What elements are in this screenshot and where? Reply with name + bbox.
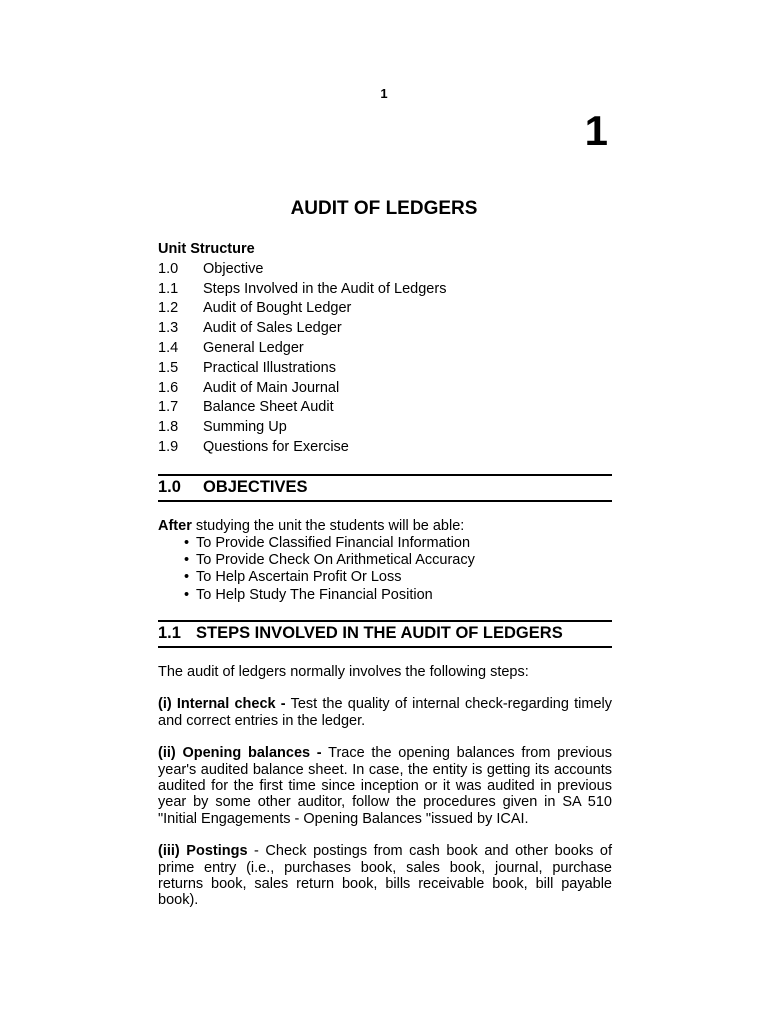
chapter-number: 1 <box>584 107 608 154</box>
unit-item-label: Practical Illustrations <box>203 359 336 376</box>
unit-item <box>158 359 612 379</box>
unit-item <box>158 319 612 339</box>
step-paragraph <box>158 745 612 827</box>
unit-item-label: Questions for Exercise <box>203 438 349 455</box>
objectives-section-header <box>158 474 612 502</box>
unit-item-number: 1.2 <box>158 300 179 317</box>
unit-item <box>158 438 612 458</box>
unit-item-number: 1.4 <box>158 339 179 356</box>
unit-structure-list <box>158 260 612 458</box>
steps-section-header <box>158 620 612 648</box>
step-text: Trace the opening balances from previous year's audited balance sheet. In case, the entity is getting its accounts audited for the first time since inception or it was audited in previous year by some other auditor, follow the procedures given in SA 510 "Initial Engagements - Opening Balances "issued by ICAI. <box>158 745 612 827</box>
unit-item-label: Summing Up <box>203 419 287 436</box>
steps-intro: The audit of ledgers normally involves the following steps: <box>158 663 529 680</box>
unit-item-number: 1.8 <box>158 419 179 436</box>
objective-bullet: • To Help Ascertain Profit Or Loss <box>184 569 612 586</box>
unit-item-number: 1.6 <box>158 379 179 396</box>
chapter-title: AUDIT OF LEDGERS <box>290 198 478 219</box>
unit-item-label: General Ledger <box>203 339 304 356</box>
unit-item-number: 1.9 <box>158 438 179 455</box>
unit-item-label: Audit of Bought Ledger <box>203 300 352 317</box>
objective-bullet: • To Provide Check On Arithmetical Accuracy <box>184 552 612 569</box>
objectives-intro-text: studying the unit the students will be able: <box>191 517 465 534</box>
step-label: (iii) Postings <box>158 843 248 860</box>
unit-item-label: Audit of Sales Ledger <box>203 320 342 337</box>
unit-item <box>158 280 612 300</box>
section-title: STEPS INVOLVED IN THE AUDIT OF LEDGERS <box>196 623 563 642</box>
step-paragraph <box>158 696 612 729</box>
step-text: Test the quality of internal check-regarding timely and correct entries in the ledger. <box>158 696 612 729</box>
step-label: (ii) Opening balances - <box>158 745 322 762</box>
unit-item-number: 1.3 <box>158 320 179 337</box>
objectives-intro <box>158 518 612 535</box>
step-text: - Check postings from cash book and other books of prime entry (i.e., purchases book, sales book, journal, purchase returns book, sales return book, bills receivable book, bill payable book). <box>158 843 612 909</box>
unit-item-number: 1.7 <box>158 399 179 416</box>
unit-item-number: 1.1 <box>158 280 179 297</box>
section-title: OBJECTIVES <box>203 477 308 496</box>
unit-item <box>158 339 612 359</box>
unit-item <box>158 398 612 418</box>
unit-item <box>158 260 612 280</box>
unit-item-number: 1.0 <box>158 260 179 277</box>
unit-item-label: Audit of Main Journal <box>203 379 340 396</box>
objective-bullet: • To Provide Classified Financial Information <box>184 535 612 552</box>
step-paragraph <box>158 843 612 909</box>
section-number: 1.0 <box>158 477 181 496</box>
unit-item <box>158 379 612 399</box>
unit-item-number: 1.5 <box>158 359 179 376</box>
objectives-bullet-list <box>158 535 612 604</box>
unit-item-label: Steps Involved in the Audit of Ledgers <box>203 280 447 297</box>
unit-item <box>158 418 612 438</box>
unit-item-label: Balance Sheet Audit <box>203 399 334 416</box>
objectives-intro-bold: After <box>158 517 192 534</box>
unit-structure-heading: Unit Structure <box>158 241 255 257</box>
page-content <box>158 240 612 909</box>
objective-bullet: • To Help Study The Financial Position <box>184 587 612 604</box>
step-label: (i) Internal check - <box>158 696 286 713</box>
unit-item-label: Objective <box>203 260 264 277</box>
section-number: 1.1 <box>158 623 181 642</box>
page-number: 1 <box>380 86 388 101</box>
unit-item <box>158 299 612 319</box>
